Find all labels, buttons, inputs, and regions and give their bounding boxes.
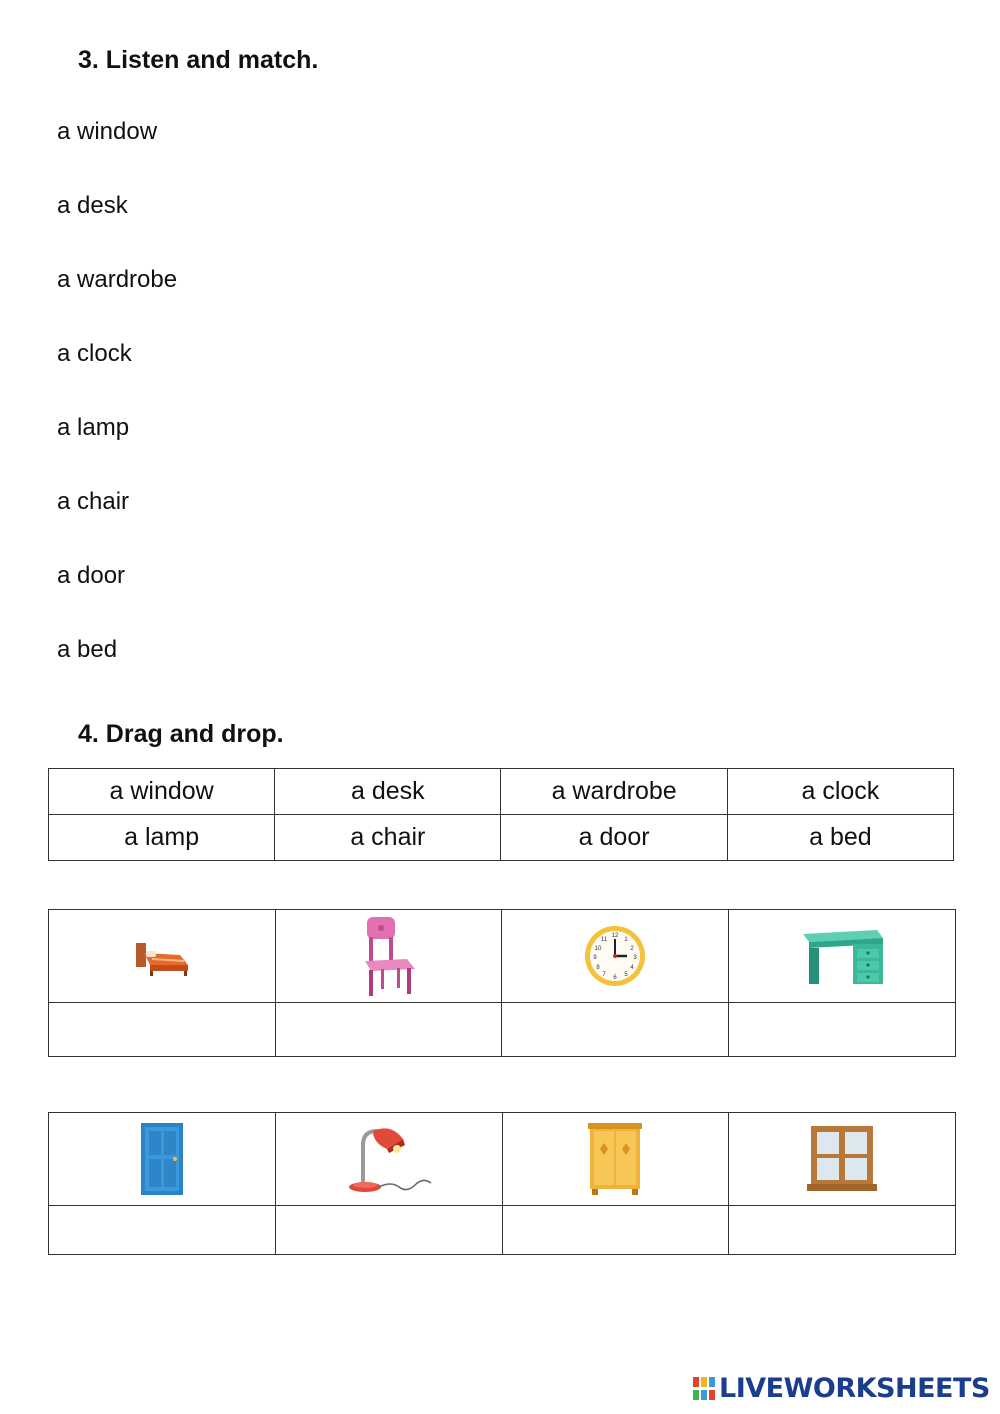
word-bank-lamp[interactable]: a lamp xyxy=(49,815,275,861)
word-bank-bed[interactable]: a bed xyxy=(727,815,953,861)
picture-cell xyxy=(729,1113,956,1206)
clock-icon xyxy=(582,923,648,989)
picture-table-1 xyxy=(48,909,956,1057)
svg-text:11: 11 xyxy=(601,937,608,943)
picture-cell xyxy=(502,1113,729,1206)
drop-slot[interactable] xyxy=(729,1003,955,1056)
drop-slot[interactable] xyxy=(503,1206,729,1254)
word-bank-desk[interactable]: a desk xyxy=(275,769,501,815)
drop-zone[interactable] xyxy=(275,1206,502,1255)
match-word-door[interactable]: a door xyxy=(57,562,126,589)
drop-slot[interactable] xyxy=(276,1003,502,1056)
picture-cell xyxy=(49,1113,276,1206)
word-bank-chair[interactable]: a chair xyxy=(275,815,501,861)
svg-text:5: 5 xyxy=(624,972,628,978)
picture-cell xyxy=(729,910,956,1003)
svg-text:9: 9 xyxy=(593,955,597,961)
drop-slot[interactable] xyxy=(276,1206,502,1254)
lamp-icon xyxy=(343,1123,435,1195)
desk-icon xyxy=(799,924,885,988)
match-word-lamp[interactable]: a lamp xyxy=(57,414,130,441)
drop-zone[interactable] xyxy=(502,1003,729,1057)
drop-slot[interactable] xyxy=(49,1206,275,1254)
picture-cell xyxy=(502,910,729,1003)
window-icon xyxy=(807,1124,877,1194)
match-word-clock[interactable]: a clock xyxy=(57,340,132,367)
drop-zone[interactable] xyxy=(49,1003,276,1057)
drop-zone[interactable] xyxy=(49,1206,276,1255)
picture-cell xyxy=(275,910,502,1003)
drop-slot[interactable] xyxy=(729,1206,955,1254)
section-4-title: 4. Drag and drop. xyxy=(78,720,284,748)
picture-cell xyxy=(275,1113,502,1206)
drop-slot[interactable] xyxy=(502,1003,728,1056)
svg-text:4: 4 xyxy=(630,965,634,971)
match-word-wardrobe[interactable]: a wardrobe xyxy=(57,266,178,293)
wardrobe-icon xyxy=(584,1121,646,1197)
chair-icon xyxy=(357,913,421,999)
svg-text:8: 8 xyxy=(596,965,600,971)
match-word-window[interactable]: a window xyxy=(57,118,158,145)
drop-zone[interactable] xyxy=(275,1003,502,1057)
svg-text:10: 10 xyxy=(594,946,602,952)
svg-text:2: 2 xyxy=(630,946,634,952)
bed-icon xyxy=(132,931,192,981)
svg-text:6: 6 xyxy=(613,975,617,981)
drop-zone[interactable] xyxy=(729,1206,956,1255)
svg-text:1: 1 xyxy=(624,937,628,943)
door-icon xyxy=(137,1121,187,1197)
drop-slot[interactable] xyxy=(49,1003,275,1056)
word-bank-window[interactable]: a window xyxy=(49,769,275,815)
word-bank-wardrobe[interactable]: a wardrobe xyxy=(501,769,727,815)
liveworksheets-logo-icon xyxy=(692,1375,716,1403)
word-bank-clock[interactable]: a clock xyxy=(727,769,953,815)
word-bank-table xyxy=(48,768,954,861)
brand-name: LIVEWORKSHEETS xyxy=(719,1373,990,1404)
svg-text:7: 7 xyxy=(602,972,606,978)
word-bank-door[interactable]: a door xyxy=(501,815,727,861)
match-word-desk[interactable]: a desk xyxy=(57,192,128,219)
match-word-chair[interactable]: a chair xyxy=(57,488,130,515)
picture-table-2 xyxy=(48,1112,956,1255)
match-word-bed[interactable]: a bed xyxy=(57,636,118,663)
drop-zone[interactable] xyxy=(502,1206,729,1255)
picture-cell xyxy=(49,910,276,1003)
svg-text:12: 12 xyxy=(611,933,619,939)
svg-text:3: 3 xyxy=(633,955,637,961)
liveworksheets-logo xyxy=(692,1373,990,1404)
drop-zone[interactable] xyxy=(729,1003,956,1057)
section-3-title: 3. Listen and match. xyxy=(78,46,319,74)
